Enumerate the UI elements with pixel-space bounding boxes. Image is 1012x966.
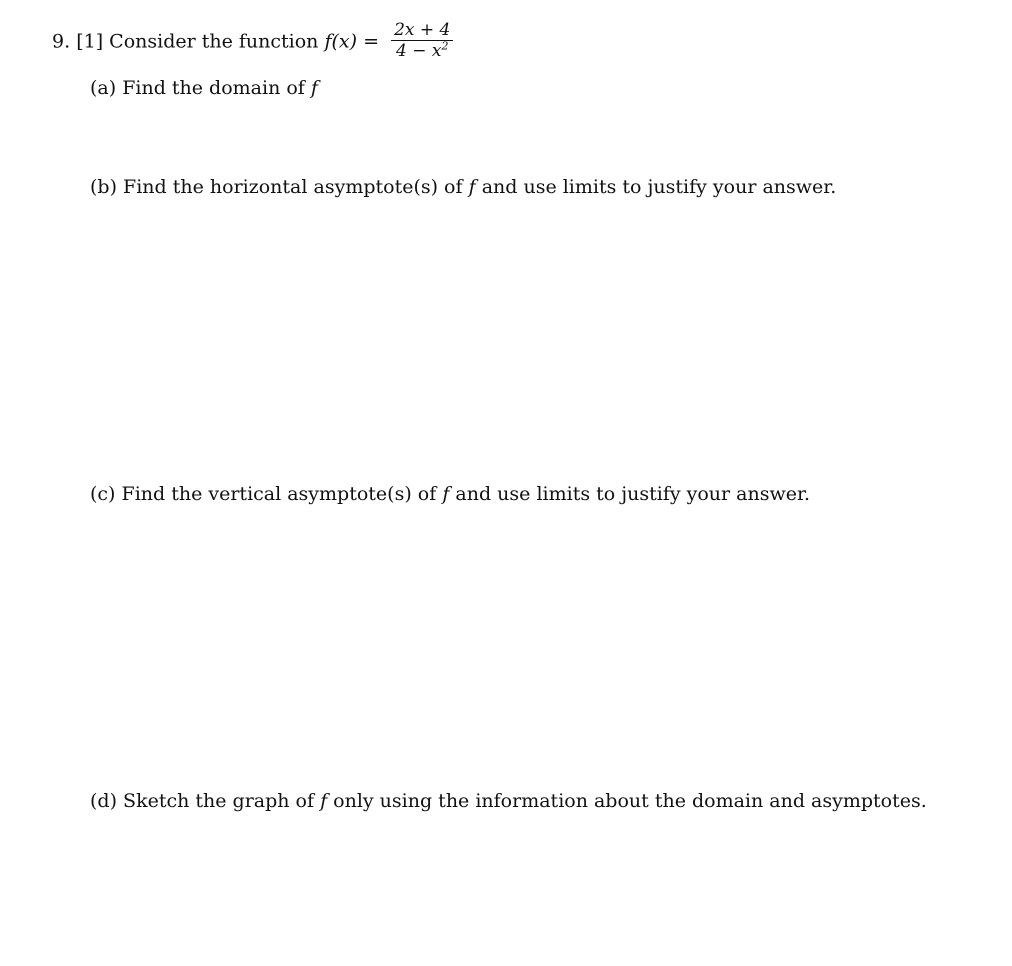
denominator-exponent: 2 [441, 39, 449, 53]
part-b-var: f [468, 176, 476, 198]
function-fraction [391, 20, 453, 61]
fraction-denominator [391, 41, 453, 61]
part-a-var: f [310, 77, 318, 99]
denominator-base: 4 − x [395, 41, 442, 61]
part-c-label: (c) [90, 483, 116, 505]
question-intro: Consider the function [109, 30, 319, 53]
part-a [90, 76, 318, 100]
part-a-text: Find the domain of [122, 77, 305, 99]
part-b-text: Find the horizontal asymptote(s) of [123, 176, 463, 198]
function-lhs: f(x) = [324, 30, 380, 53]
fraction-numerator: 2x + 4 [391, 20, 453, 41]
part-b-label: (b) [90, 176, 117, 198]
part-c [90, 482, 810, 506]
part-d-label: (d) [90, 790, 117, 812]
part-d-text: Sketch the graph of [123, 790, 315, 812]
part-b [90, 175, 836, 199]
part-c-tail: and use limits to justify your answer. [455, 483, 811, 505]
part-c-text: Find the vertical asymptote(s) of [121, 483, 437, 505]
part-d-var: f [320, 790, 328, 812]
question-header [52, 22, 453, 63]
question-points: [1] [76, 30, 104, 53]
part-b-tail: and use limits to justify your answer. [481, 176, 837, 198]
part-a-label: (a) [90, 77, 117, 99]
part-d-tail: only using the information about the domain and asymptotes. [333, 790, 927, 812]
part-c-var: f [442, 483, 450, 505]
question-number: 9. [52, 30, 71, 53]
part-d [90, 789, 927, 813]
